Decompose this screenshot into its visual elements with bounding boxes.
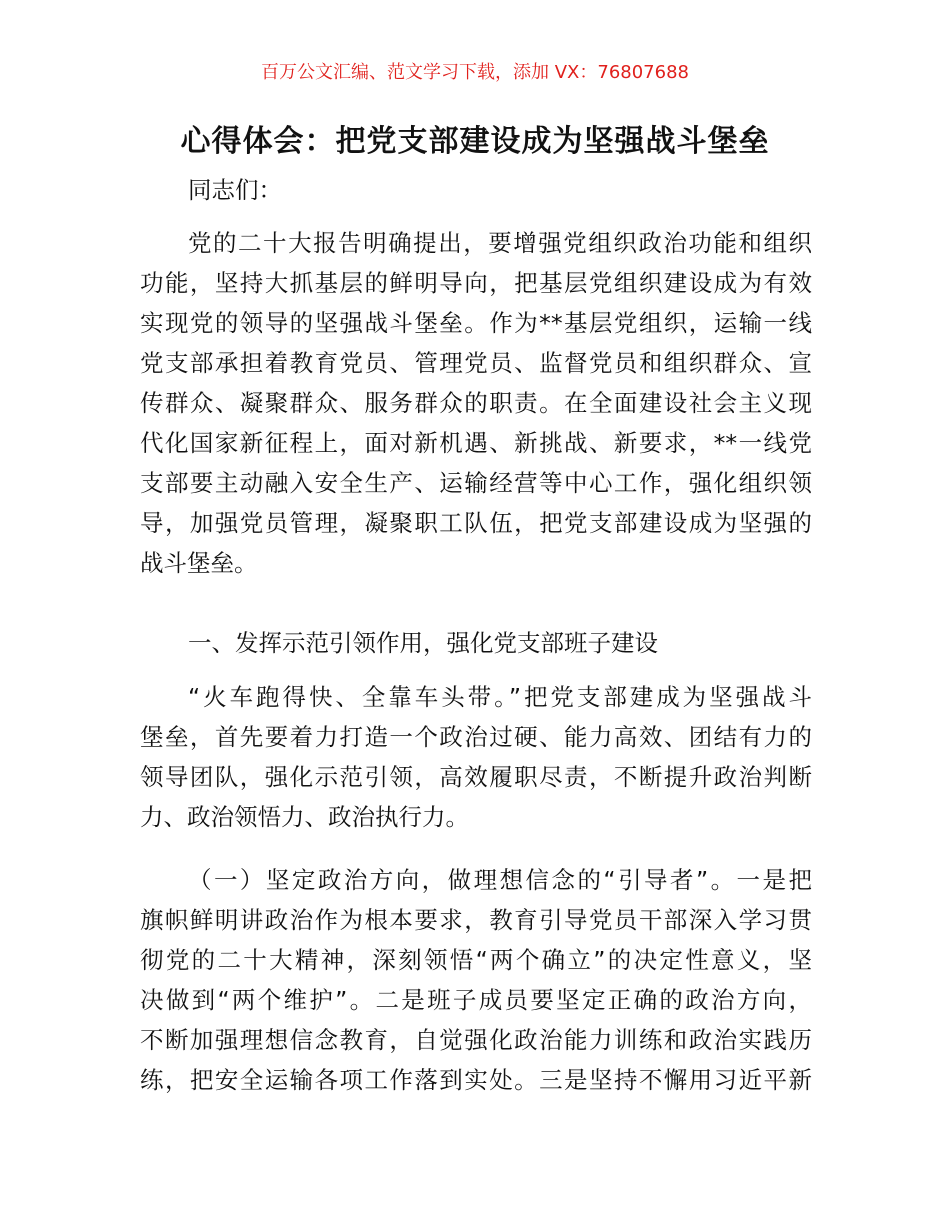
paragraph-line: 党支部承担着教育党员、管理党员、监督党员和组织群众、宣 (140, 349, 812, 377)
paragraph-line: 旗帜鲜明讲政治作为根本要求，教育引导党员干部深入学习贯 (140, 906, 812, 934)
paragraph-line: 导，加强党员管理，凝聚职工队伍，把党支部建设成为坚强的 (140, 509, 812, 537)
paragraph-line: （一）坚定政治方向，做理想信念的“引导者”。一是把 (188, 866, 812, 894)
paragraph-line: 党的二十大报告明确提出，要增强党组织政治功能和组织 (188, 229, 812, 257)
paragraph-line: 不断加强理想信念教育，自觉强化政治能力训练和政治实践历 (140, 1026, 812, 1054)
paragraph-line: 传群众、凝聚群众、服务群众的职责。在全面建设社会主义现 (140, 389, 812, 417)
paragraph-line: “火车跑得快、全靠车头带。”把党支部建成为坚强战斗 (188, 683, 812, 711)
document-title: 心得体会：把党支部建设成为坚强战斗堡垒 (180, 124, 770, 159)
paragraph-line: 练，把安全运输各项工作落到实处。三是坚持不懈用习近平新 (140, 1066, 812, 1094)
section-heading: 一、发挥示范引领作用，强化党支部班子建设 (188, 629, 658, 657)
paragraph-line: 决做到“两个维护”。二是班子成员要坚定正确的政治方向， (140, 986, 812, 1014)
paragraph-line: 实现党的领导的坚强战斗堡垒。作为**基层党组织，运输一线 (140, 309, 812, 337)
paragraph-line: 功能，坚持大抓基层的鲜明导向，把基层党组织建设成为有效 (140, 269, 812, 297)
paragraph-line: 堡垒，首先要着力打造一个政治过硬、能力高效、团结有力的 (140, 723, 812, 751)
paragraph-line: 战斗堡垒。 (140, 549, 258, 577)
paragraph-line: 领导团队，强化示范引领，高效履职尽责，不断提升政治判断 (140, 763, 812, 791)
paragraph-line: 彻党的二十大精神，深刻领悟“两个确立”的决定性意义，坚 (140, 946, 812, 974)
paragraph-line: 力、政治领悟力、政治执行力。 (140, 803, 469, 831)
paragraph-line: 代化国家新征程上，面对新机遇、新挑战、新要求，**一线党 (140, 429, 812, 457)
paragraph-line: 支部要主动融入安全生产、运输经营等中心工作，强化组织领 (140, 469, 812, 497)
salutation: 同志们： (188, 176, 282, 204)
watermark-header: 百万公文汇编、范文学习下载，添加 VX：76807688 (261, 62, 689, 83)
